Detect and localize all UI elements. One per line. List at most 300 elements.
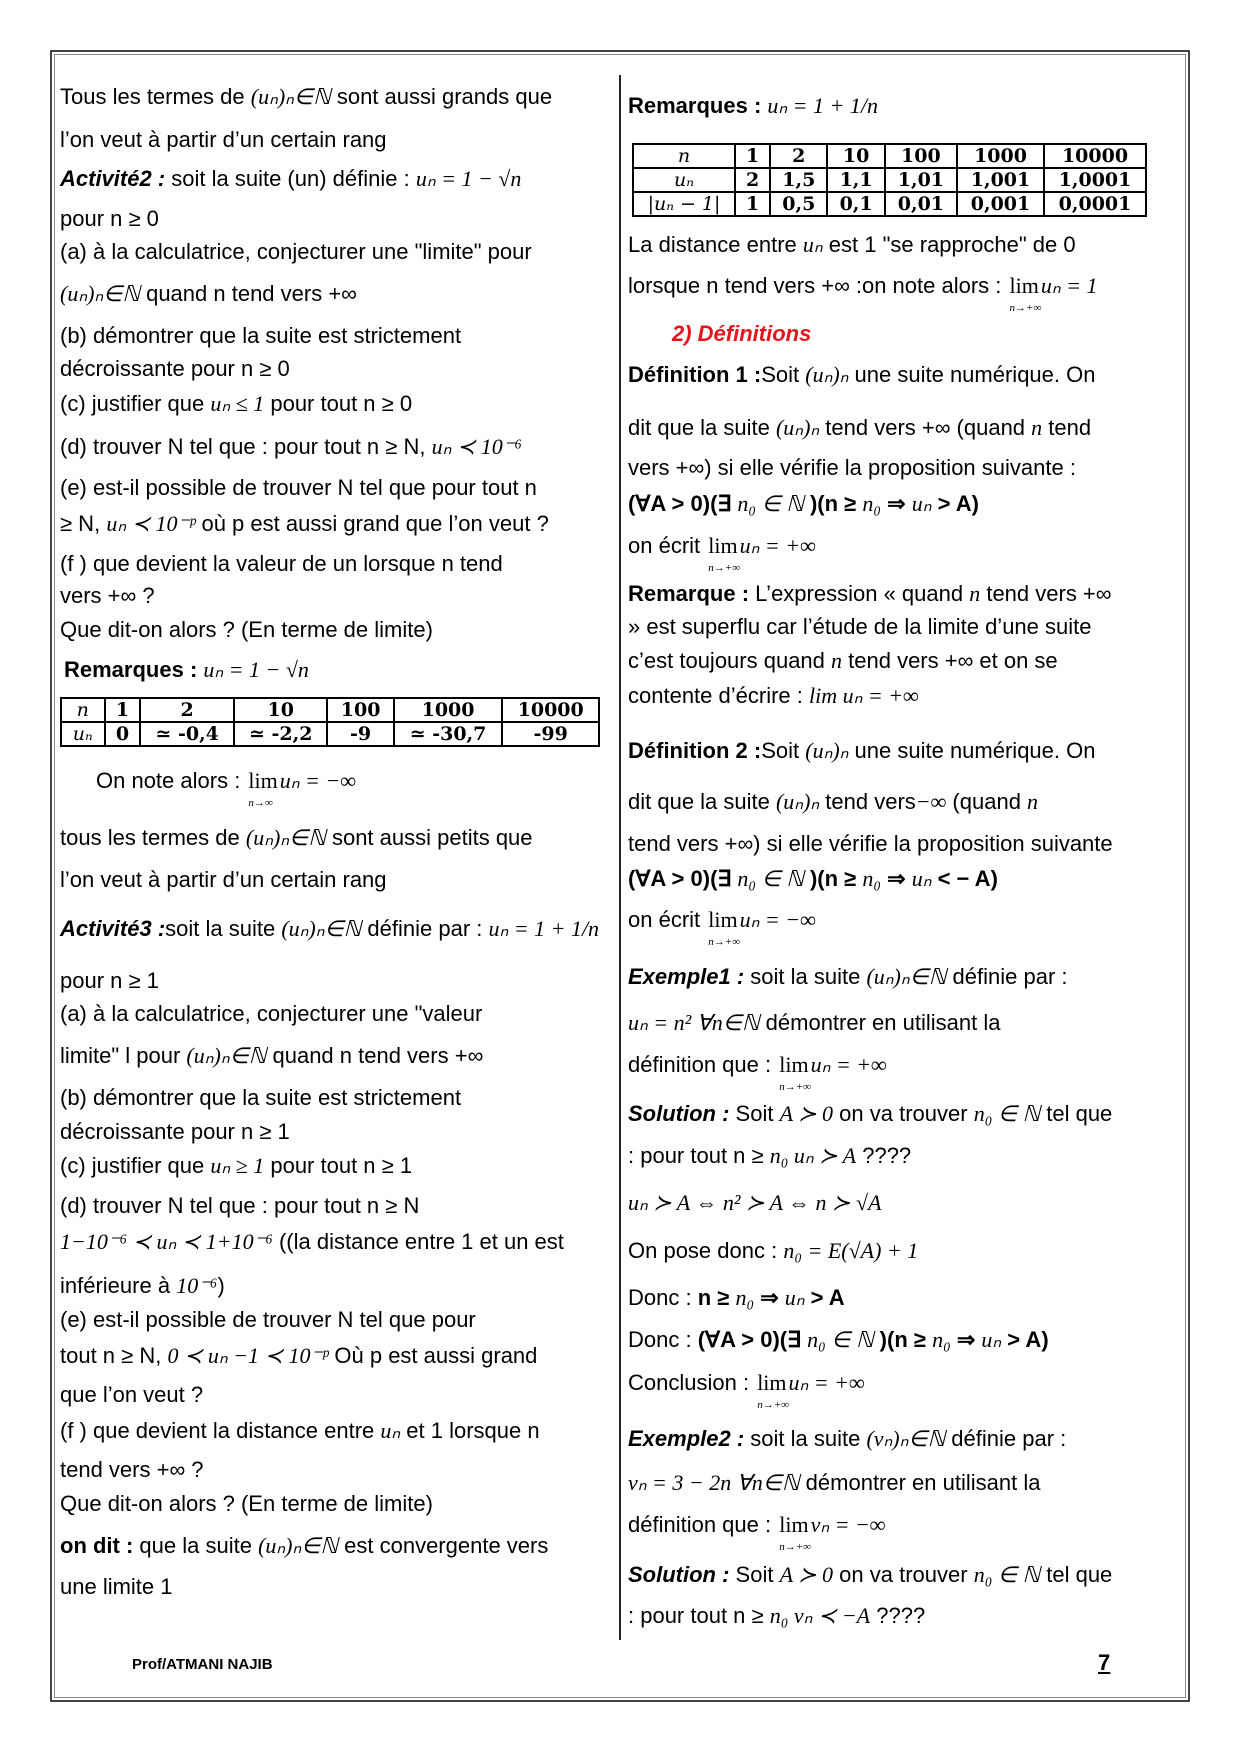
text-run: tous les termes de bbox=[60, 825, 246, 850]
emphasis-text: > A bbox=[804, 1285, 845, 1310]
text-run: (c) justifier que bbox=[60, 391, 211, 416]
emphasis-text: Remarque : bbox=[628, 581, 750, 606]
text-line bbox=[60, 550, 503, 578]
text-line bbox=[628, 737, 1095, 765]
text-run: pour tout n ≥ 0 bbox=[264, 391, 413, 416]
table-row bbox=[61, 698, 599, 722]
math-expression: 1−10⁻⁶ ≺ uₙ ≺ 1+10⁻⁶ bbox=[60, 1229, 273, 1254]
text-run: (a) à la calculatrice, conjecturer une "limite" pour bbox=[60, 239, 532, 264]
table-cell: 1,0001 bbox=[1044, 168, 1146, 192]
text-line bbox=[628, 788, 1038, 816]
emphasis-text: Exemple1 : bbox=[628, 964, 745, 989]
lim-word: lim bbox=[248, 768, 278, 793]
lim-subscript: n→∞ bbox=[248, 797, 273, 809]
math-expression: uₙ = 1 + 1/n bbox=[488, 916, 600, 941]
math-expression: (uₙ)ₙ∈ℕ bbox=[245, 825, 326, 850]
math-expression: uₙ ≤ 1 bbox=[210, 391, 265, 416]
text-run: (d) trouver N tel que : pour tout n ≥ N, bbox=[60, 434, 432, 459]
math-expression: n bbox=[1031, 415, 1043, 440]
limit-notation bbox=[248, 767, 278, 809]
math-expression: uₙ ≻ A ⇔ n² ≻ A ⇔ n ≻ √A bbox=[628, 1190, 882, 1215]
text-line bbox=[60, 1381, 203, 1409]
math-expression: uₙ = +∞ bbox=[788, 1370, 865, 1395]
text-line bbox=[60, 433, 522, 461]
math-expression: uₙ ≺ 10⁻⁶ bbox=[431, 434, 523, 459]
math-expression: n bbox=[1027, 789, 1039, 814]
text-run: contente d’écrire : bbox=[628, 683, 809, 708]
text-run: Où p est aussi grand bbox=[328, 1343, 538, 1368]
emphasis-text: Solution : bbox=[628, 1101, 730, 1126]
text-line bbox=[64, 656, 309, 684]
math-expression: uₙ = 1 + 1/n bbox=[767, 93, 878, 118]
lim-subscript: n→+∞ bbox=[779, 1081, 811, 1093]
text-run: quand n tend vers +∞ bbox=[139, 281, 357, 306]
text-run: vers +∞ ? bbox=[60, 583, 155, 608]
text-run: démontrer en utilisant la bbox=[799, 1470, 1041, 1495]
table-row bbox=[633, 192, 1146, 216]
text-line bbox=[628, 1142, 911, 1170]
text-run: que la suite bbox=[133, 1533, 259, 1558]
text-run: décroissante pour n ≥ 0 bbox=[60, 356, 290, 381]
table-cell: 0 bbox=[105, 722, 141, 746]
table-cell: 0,0001 bbox=[1044, 192, 1146, 216]
row-header: n bbox=[61, 698, 105, 722]
math-expression: uₙ = +∞ bbox=[810, 1052, 887, 1077]
emphasis-text: Remarques : bbox=[628, 93, 768, 118]
table-cell: 10000 bbox=[502, 698, 599, 722]
text-run: On note alors : bbox=[96, 768, 247, 793]
text-line bbox=[60, 83, 552, 111]
text-run: (e) est-il possible de trouver N tel que pour tout n bbox=[60, 475, 537, 500]
text-line bbox=[60, 280, 357, 308]
text-run: sont aussi petits que bbox=[325, 825, 533, 850]
text-run: sont aussi grands que bbox=[330, 84, 553, 109]
text-run: : pour tout n ≥ bbox=[628, 1603, 770, 1628]
text-line bbox=[60, 967, 159, 995]
math-expression: n₀ ∈ ℕ bbox=[737, 491, 804, 516]
row-header: uₙ bbox=[633, 168, 735, 192]
text-run: définie par : bbox=[946, 964, 1068, 989]
text-line bbox=[628, 963, 1068, 991]
footer-author: Prof/ATMANI NAJIB bbox=[132, 1656, 273, 1673]
table-cell: 100 bbox=[885, 144, 957, 168]
text-line bbox=[628, 1189, 881, 1217]
emphasis-text: Activité2 : bbox=[60, 166, 166, 191]
math-expression: n bbox=[831, 648, 843, 673]
table-cell: 1000 bbox=[394, 698, 503, 722]
emphasis-text: ⇒ bbox=[881, 866, 912, 891]
column-divider bbox=[619, 75, 621, 1640]
text-line bbox=[628, 647, 1058, 675]
text-run: Donc : bbox=[628, 1327, 698, 1352]
table-cell: 10000 bbox=[1044, 144, 1146, 168]
text-run: l’on veut à partir d’un certain rang bbox=[60, 127, 387, 152]
text-line bbox=[628, 1425, 1066, 1453]
text-run: tend vers +∞ bbox=[980, 581, 1112, 606]
math-expression: 0 ≺ uₙ −1 ≺ 10⁻ᵖ bbox=[167, 1343, 329, 1368]
lim-word: lim bbox=[779, 1512, 809, 1537]
math-expression: (vₙ)ₙ∈ℕ bbox=[866, 1426, 946, 1451]
text-line bbox=[60, 1000, 482, 1028]
text-line bbox=[60, 165, 521, 193]
text-line bbox=[628, 1100, 1112, 1128]
text-run: tend vers bbox=[819, 789, 916, 814]
text-run: tend vers +∞ ? bbox=[60, 1457, 204, 1482]
text-line bbox=[628, 1602, 925, 1630]
emphasis-text: Exemple2 : bbox=[628, 1426, 745, 1451]
lim-word: lim bbox=[1009, 273, 1039, 298]
math-expression: (uₙ)ₙ∈ℕ bbox=[281, 916, 362, 941]
text-run: une limite 1 bbox=[60, 1574, 173, 1599]
emphasis-text: )(n ≥ bbox=[873, 1327, 933, 1352]
text-run: (f ) que devient la valeur de un lorsque n tend bbox=[60, 551, 503, 576]
table-cell: 1,01 bbox=[885, 168, 957, 192]
text-line bbox=[628, 231, 1076, 259]
emphasis-text: on dit : bbox=[60, 1533, 134, 1558]
text-run: ((la distance entre 1 et un est bbox=[272, 1229, 564, 1254]
text-run: on va trouver bbox=[833, 1562, 974, 1587]
text-line bbox=[628, 1326, 1049, 1354]
text-run: on écrit bbox=[628, 907, 707, 932]
table-cell: 1,1 bbox=[827, 168, 884, 192]
table-cell: ≃ -30,7 bbox=[394, 722, 503, 746]
math-expression: n₀ vₙ ≺ −A bbox=[769, 1603, 871, 1628]
emphasis-text: < − A) bbox=[931, 866, 998, 891]
text-run: Que dit-on alors ? (En terme de limite) bbox=[60, 617, 433, 642]
math-expression: uₙ = n² ∀n∈ℕ bbox=[628, 1010, 760, 1035]
lim-word: lim bbox=[757, 1370, 787, 1395]
math-expression: (uₙ)ₙ∈ℕ bbox=[60, 281, 140, 306]
table-row bbox=[61, 722, 599, 746]
math-expression: (uₙ)ₙ∈ℕ bbox=[258, 1533, 339, 1558]
text-run: On pose donc : bbox=[628, 1238, 784, 1263]
text-run: Conclusion : bbox=[628, 1370, 756, 1395]
text-run: Soit bbox=[761, 738, 806, 763]
text-run: » est superflu car l’étude de la limite d’une suite bbox=[628, 614, 1092, 639]
text-line bbox=[628, 830, 1113, 858]
emphasis-text: ⇒ bbox=[950, 1327, 982, 1352]
math-expression: (uₙ)ₙ∈ℕ bbox=[250, 84, 331, 109]
text-line bbox=[628, 1369, 865, 1411]
math-expression: A ≻ 0 bbox=[779, 1101, 834, 1126]
text-line bbox=[628, 361, 1095, 389]
text-line bbox=[628, 454, 1076, 482]
math-expression: n₀ ∈ ℕ bbox=[737, 866, 804, 891]
lim-subscript: n→+∞ bbox=[708, 936, 741, 948]
table-cell: 0,1 bbox=[827, 192, 884, 216]
text-line bbox=[60, 1342, 537, 1370]
text-run: Soit bbox=[729, 1562, 780, 1587]
row-header: n bbox=[633, 144, 735, 168]
table-cell: 100 bbox=[327, 698, 393, 722]
text-line bbox=[60, 915, 599, 943]
text-line bbox=[60, 1272, 225, 1300]
text-line bbox=[60, 205, 159, 233]
math-expression: (uₙ)ₙ bbox=[775, 789, 820, 814]
text-line bbox=[628, 1511, 886, 1553]
table-cell: 1 bbox=[735, 144, 770, 168]
math-expression: n₀ bbox=[932, 1327, 951, 1352]
text-line bbox=[96, 767, 356, 809]
text-line bbox=[60, 1490, 433, 1518]
text-run: Soit bbox=[729, 1101, 780, 1126]
emphasis-text: Définition 1 : bbox=[628, 362, 762, 387]
text-run: (b) démontrer que la suite est strictement bbox=[60, 1085, 462, 1110]
text-run: soit la suite bbox=[744, 964, 867, 989]
table-cell: 1000 bbox=[957, 144, 1044, 168]
text-line bbox=[60, 322, 461, 350]
text-line bbox=[60, 1573, 173, 1601]
table-cell: ≃ -2,2 bbox=[234, 722, 328, 746]
math-expression: vₙ = −∞ bbox=[810, 1512, 886, 1537]
text-run: (c) justifier que bbox=[60, 1153, 211, 1178]
text-run: Tous les termes de bbox=[60, 84, 251, 109]
text-line bbox=[628, 865, 998, 893]
math-expression: (uₙ)ₙ∈ℕ bbox=[866, 964, 947, 989]
text-run: décroissante pour n ≥ 1 bbox=[60, 1119, 290, 1144]
text-run: lorsque n tend vers +∞ :on note alors : bbox=[628, 273, 1008, 298]
math-expression: (uₙ)ₙ bbox=[805, 738, 849, 763]
text-line bbox=[628, 92, 878, 120]
emphasis-text: Remarques : bbox=[64, 657, 204, 682]
text-run: on écrit bbox=[628, 533, 707, 558]
math-expression: A ≻ 0 bbox=[779, 1562, 834, 1587]
emphasis-text: (∀A > 0)(∃ bbox=[628, 866, 738, 891]
text-line bbox=[60, 616, 433, 644]
text-run: démontrer en utilisant la bbox=[759, 1010, 1001, 1035]
emphasis-text: ⇒ bbox=[881, 491, 912, 516]
text-line bbox=[628, 613, 1091, 641]
math-expression: 10⁻⁶ bbox=[176, 1273, 218, 1298]
text-line bbox=[628, 414, 1091, 442]
text-line bbox=[628, 906, 816, 948]
text-line bbox=[60, 1532, 548, 1560]
math-expression: n₀ ∈ ℕ bbox=[807, 1327, 874, 1352]
table-cell: 1,5 bbox=[770, 168, 827, 192]
text-run: ???? bbox=[856, 1143, 912, 1168]
text-run: définie par : bbox=[361, 916, 489, 941]
math-expression: (uₙ)ₙ bbox=[805, 362, 849, 387]
text-run: est 1 "se rapproche" de 0 bbox=[822, 232, 1076, 257]
table-cell: 10 bbox=[234, 698, 328, 722]
emphasis-text: n ≥ bbox=[697, 1285, 736, 1310]
math-expression: lim uₙ = +∞ bbox=[808, 683, 919, 708]
text-line bbox=[60, 1042, 483, 1070]
table-cell: 2 bbox=[140, 698, 234, 722]
text-line bbox=[628, 1561, 1112, 1589]
text-run: pour n ≥ 1 bbox=[60, 968, 159, 993]
emphasis-text: > A) bbox=[1001, 1327, 1049, 1352]
text-run: tel que bbox=[1040, 1101, 1113, 1126]
text-run: que l’on veut ? bbox=[60, 1382, 204, 1407]
text-line bbox=[628, 1469, 1040, 1497]
text-line bbox=[60, 1084, 461, 1112]
text-run: définition que : bbox=[628, 1512, 778, 1537]
text-run: où p est aussi grand que l’on veut ? bbox=[195, 511, 549, 536]
math-expression: (uₙ)ₙ∈ℕ bbox=[186, 1043, 267, 1068]
text-run: tend vers +∞ (quand bbox=[819, 415, 1032, 440]
values-table-sqrt bbox=[60, 697, 600, 747]
text-line bbox=[628, 682, 919, 710]
text-run: tout n ≥ N, bbox=[60, 1343, 168, 1368]
text-line bbox=[628, 1051, 887, 1093]
math-expression: uₙ = −∞ bbox=[279, 768, 356, 793]
math-expression: n₀ bbox=[862, 491, 882, 516]
table-cell: 1,001 bbox=[957, 168, 1044, 192]
text-line bbox=[628, 1284, 845, 1312]
emphasis-text: 2) Définitions bbox=[672, 321, 812, 346]
table-cell: -99 bbox=[502, 722, 599, 746]
text-line bbox=[60, 1456, 203, 1484]
math-expression: uₙ = 1 − √n bbox=[415, 166, 522, 191]
math-expression: n₀ ∈ ℕ bbox=[973, 1562, 1041, 1587]
math-expression: uₙ bbox=[981, 1327, 1002, 1352]
table-cell: 0,001 bbox=[957, 192, 1044, 216]
text-line bbox=[60, 1118, 290, 1146]
emphasis-text: )(n ≥ bbox=[803, 491, 863, 516]
text-run: est convergente vers bbox=[338, 1533, 549, 1558]
math-expression: uₙ ≺ 10⁻ᵖ bbox=[106, 511, 196, 536]
table-cell: 2 bbox=[770, 144, 827, 168]
page-number: 7 bbox=[1098, 1650, 1111, 1675]
table-cell: 2 bbox=[735, 168, 770, 192]
text-line bbox=[628, 490, 979, 518]
text-run: soit la suite bbox=[165, 916, 282, 941]
text-run: tend bbox=[1042, 415, 1092, 440]
text-line bbox=[60, 474, 537, 502]
emphasis-text: (∀A > 0)(∃ bbox=[628, 491, 738, 516]
emphasis-text: Activité3 : bbox=[60, 916, 166, 941]
text-line bbox=[628, 1237, 918, 1265]
math-expression: vₙ = 3 − 2n ∀n∈ℕ bbox=[628, 1470, 800, 1495]
table-cell: 1 bbox=[105, 698, 141, 722]
text-run: soit la suite (un) définie : bbox=[165, 166, 416, 191]
emphasis-text: ⇒ bbox=[754, 1285, 785, 1310]
text-run: (quand bbox=[946, 789, 1028, 814]
math-expression: n bbox=[969, 581, 981, 606]
table-row bbox=[633, 144, 1146, 168]
math-expression: −∞ bbox=[915, 789, 947, 814]
lim-subscript: n→+∞ bbox=[757, 1399, 789, 1411]
math-expression: uₙ ≥ 1 bbox=[210, 1153, 265, 1178]
text-run: (a) à la calculatrice, conjecturer une "valeur bbox=[60, 1001, 483, 1026]
text-run: on va trouver bbox=[833, 1101, 974, 1126]
text-line bbox=[60, 824, 533, 852]
math-expression: uₙ bbox=[784, 1285, 805, 1310]
text-run: une suite numérique. On bbox=[848, 738, 1096, 763]
math-expression: uₙ = −∞ bbox=[739, 907, 816, 932]
text-line bbox=[60, 1417, 540, 1445]
table-cell: -9 bbox=[327, 722, 393, 746]
text-run: soit la suite bbox=[744, 1426, 867, 1451]
text-run: limite" l pour bbox=[60, 1043, 187, 1068]
text-run: (f ) que devient la distance entre bbox=[60, 1418, 381, 1443]
row-header: |uₙ − 1| bbox=[633, 192, 735, 216]
lim-word: lim bbox=[708, 533, 738, 558]
text-line bbox=[628, 1009, 1000, 1037]
text-line bbox=[60, 866, 387, 894]
lim-word: lim bbox=[779, 1052, 809, 1077]
math-expression: n₀ ∈ ℕ bbox=[973, 1101, 1041, 1126]
lim-subscript: n→+∞ bbox=[779, 1541, 811, 1553]
text-line bbox=[60, 126, 387, 154]
text-line bbox=[628, 580, 1111, 608]
text-line bbox=[60, 1192, 419, 1220]
text-run: dit que la suite bbox=[628, 789, 776, 814]
text-line bbox=[672, 320, 811, 348]
math-expression: (uₙ)ₙ bbox=[775, 415, 820, 440]
math-expression: n₀ bbox=[862, 866, 882, 891]
text-run: pour n ≥ 0 bbox=[60, 206, 159, 231]
values-table-inverse bbox=[632, 143, 1147, 217]
math-expression: uₙ = +∞ bbox=[739, 533, 816, 558]
text-run: définition que : bbox=[628, 1052, 778, 1077]
limit-notation bbox=[779, 1511, 811, 1553]
text-run: l’on veut à partir d’un certain rang bbox=[60, 867, 387, 892]
text-run: vers +∞) si elle vérifie la proposition suivante : bbox=[628, 455, 1076, 480]
text-line bbox=[628, 532, 816, 574]
text-line bbox=[60, 1228, 564, 1256]
text-line bbox=[60, 582, 155, 610]
text-run: ) bbox=[217, 1273, 225, 1298]
text-line bbox=[628, 272, 1098, 314]
math-expression: uₙ = 1 − √n bbox=[203, 657, 309, 682]
text-run: (e) est-il possible de trouver N tel que pour bbox=[60, 1307, 476, 1332]
text-run: une suite numérique. On bbox=[848, 362, 1096, 387]
text-run: tend vers +∞ et on se bbox=[842, 648, 1058, 673]
text-run: c’est toujours quand bbox=[628, 648, 832, 673]
emphasis-text: )(n ≥ bbox=[803, 866, 863, 891]
lim-subscript: n→+∞ bbox=[708, 562, 741, 574]
text-run: quand n tend vers +∞ bbox=[266, 1043, 484, 1068]
limit-notation bbox=[757, 1369, 789, 1411]
emphasis-text: (∀A > 0)(∃ bbox=[697, 1327, 808, 1352]
table-cell: 1 bbox=[735, 192, 770, 216]
limit-notation bbox=[779, 1051, 811, 1093]
math-expression: uₙ bbox=[380, 1418, 401, 1443]
text-run: ???? bbox=[870, 1603, 926, 1628]
limit-notation bbox=[708, 532, 741, 574]
text-line bbox=[60, 510, 549, 538]
limit-notation bbox=[1009, 272, 1042, 314]
limit-notation bbox=[708, 906, 741, 948]
text-run: Soit bbox=[761, 362, 806, 387]
lim-subscript: n→+∞ bbox=[1009, 302, 1042, 314]
math-expression: n₀ uₙ ≻ A bbox=[769, 1143, 857, 1168]
text-run: tel que bbox=[1040, 1562, 1113, 1587]
table-cell: ≃ -0,4 bbox=[140, 722, 234, 746]
text-run: ≥ N, bbox=[60, 511, 107, 536]
text-run: (b) démontrer que la suite est strictement bbox=[60, 323, 462, 348]
text-line bbox=[60, 355, 290, 383]
emphasis-text: Définition 2 : bbox=[628, 738, 762, 763]
text-run: L’expression « quand bbox=[749, 581, 970, 606]
text-run: Que dit-on alors ? (En terme de limite) bbox=[60, 1491, 433, 1516]
math-expression: uₙ = 1 bbox=[1040, 273, 1098, 298]
text-line bbox=[60, 390, 412, 418]
math-expression: uₙ bbox=[802, 232, 823, 257]
text-line bbox=[60, 1152, 412, 1180]
lim-word: lim bbox=[708, 907, 738, 932]
row-header: uₙ bbox=[61, 722, 105, 746]
text-run: définie par : bbox=[945, 1426, 1067, 1451]
text-run: La distance entre bbox=[628, 232, 803, 257]
table-cell: 0,01 bbox=[885, 192, 957, 216]
emphasis-text: > A) bbox=[931, 491, 979, 516]
table-row bbox=[633, 168, 1146, 192]
text-run: Donc : bbox=[628, 1285, 698, 1310]
math-expression: n₀ = E(√A) + 1 bbox=[783, 1238, 919, 1263]
